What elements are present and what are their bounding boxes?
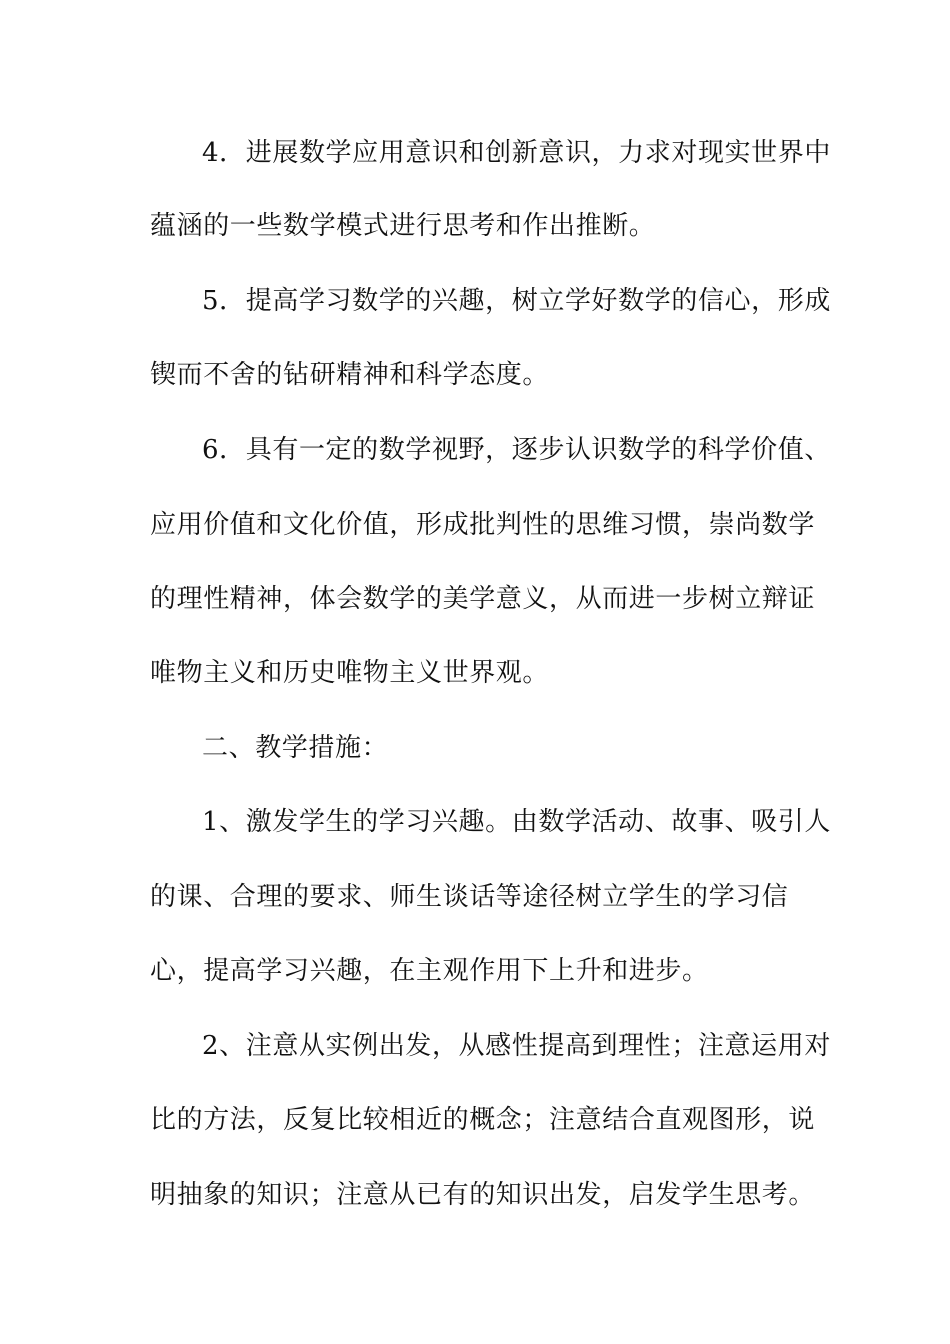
measure-1-line-2: 的课、合理的要求、师生谈话等途径树立学生的学习信 [150,882,789,912]
goal-6-line-2: 应用价值和文化价值，形成批判性的思维习惯，崇尚数学 [150,510,816,540]
section-heading-teaching-measures: 二、教学措施： [202,733,389,763]
goal-6-line-3: 的理性精神，体会数学的美学意义，从而进一步树立辩证 [150,584,816,614]
goal-4-line-1: 4．进展数学应用意识和创新意识，力求对现实世界中 [202,138,831,168]
goal-6-line-1: 6．具有一定的数学视野，逐步认识数学的科学价值、 [202,435,831,465]
measure-2-line-2: 比的方法，反复比较相近的概念；注意结合直观图形，说 [150,1105,816,1135]
goal-4-line-2: 蕴涵的一些数学模式进行思考和作出推断。 [150,211,656,241]
measure-1-line-3: 心，提高学习兴趣，在主观作用下上升和进步。 [150,956,709,986]
goal-5-line-2: 锲而不舍的钻研精神和科学态度。 [150,360,550,390]
measure-2-line-3: 明抽象的知识；注意从已有的知识出发，启发学生思考。 [150,1180,816,1210]
goal-6-line-4: 唯物主义和历史唯物主义世界观。 [150,658,550,688]
goal-5-line-1: 5．提高学习数学的兴趣，树立学好数学的信心，形成 [202,286,831,316]
measure-1-line-1: 1、激发学生的学习兴趣。由数学活动、故事、吸引人 [202,807,831,837]
measure-2-line-1: 2、注意从实例出发，从感性提高到理性；注意运用对 [202,1031,831,1061]
